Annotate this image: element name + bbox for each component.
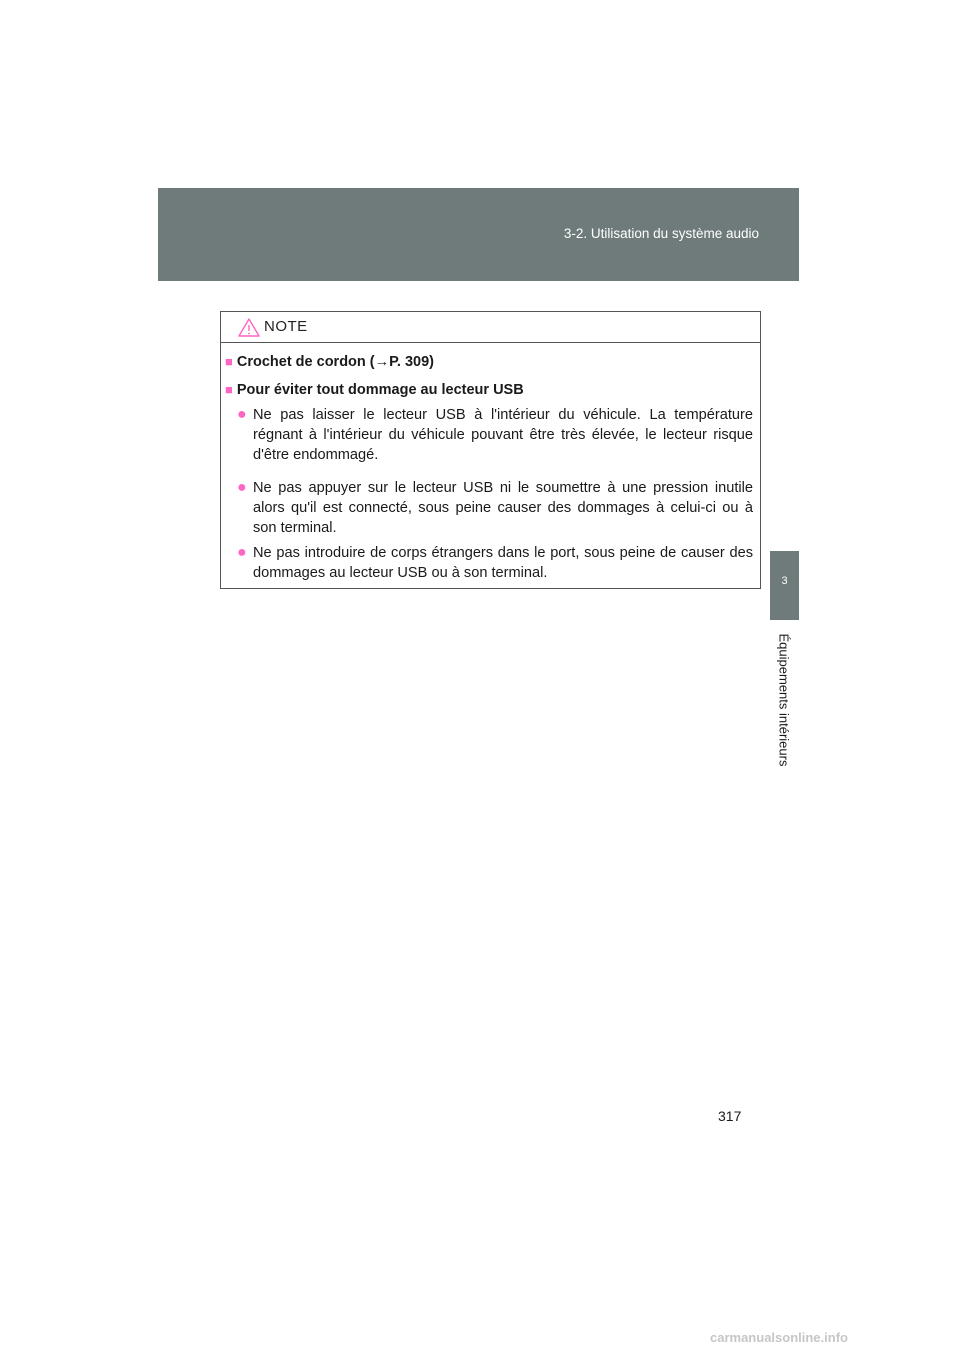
heading-text: Crochet de cordon (→P. 309) (236, 354, 434, 370)
circle-bullet-icon: ● (237, 479, 247, 496)
heading-text: Pour éviter tout dommage au lecteur USB (236, 382, 524, 398)
note-title: NOTE (264, 318, 308, 335)
heading-usb-damage (225, 382, 524, 398)
bullet-text: Ne pas appuyer sur le lecteur USB ni le soumettre à une pression inutile alors qu'il est connecté, sous peine causer des dommages à celui-ci ou à son terminal. (253, 480, 753, 536)
bullet-text: Ne pas laisser le lecteur USB à l'intérieur du véhicule. La température régnant à l'intérieur du véhicule pouvant être très élevée, le lecteur risque d'être endommagé. (253, 407, 753, 463)
chapter-number: 3 (781, 575, 788, 587)
note-header (221, 312, 760, 343)
bullet-text: Ne pas introduire de corps étrangers dans le port, sous peine de causer des dommages au lecteur USB ou à son terminal. (253, 545, 753, 581)
chapter-label: Équipements intérieurs (776, 633, 792, 767)
list-item (237, 478, 753, 538)
chapter-tab (770, 551, 799, 620)
section-title: 3-2. Utilisation du système audio (563, 226, 759, 241)
square-bullet-icon: ■ (225, 354, 233, 369)
list-item (237, 543, 753, 583)
header-bar (158, 188, 799, 281)
circle-bullet-icon: ● (237, 406, 247, 423)
circle-bullet-icon: ● (237, 544, 247, 561)
page-number: 317 (718, 1108, 742, 1124)
heading-crochet (225, 354, 434, 370)
note-box (220, 311, 761, 589)
watermark: carmanualsonline.info (710, 1330, 848, 1345)
square-bullet-icon: ■ (225, 382, 233, 397)
warning-triangle-icon (238, 318, 260, 342)
list-item (237, 405, 753, 465)
